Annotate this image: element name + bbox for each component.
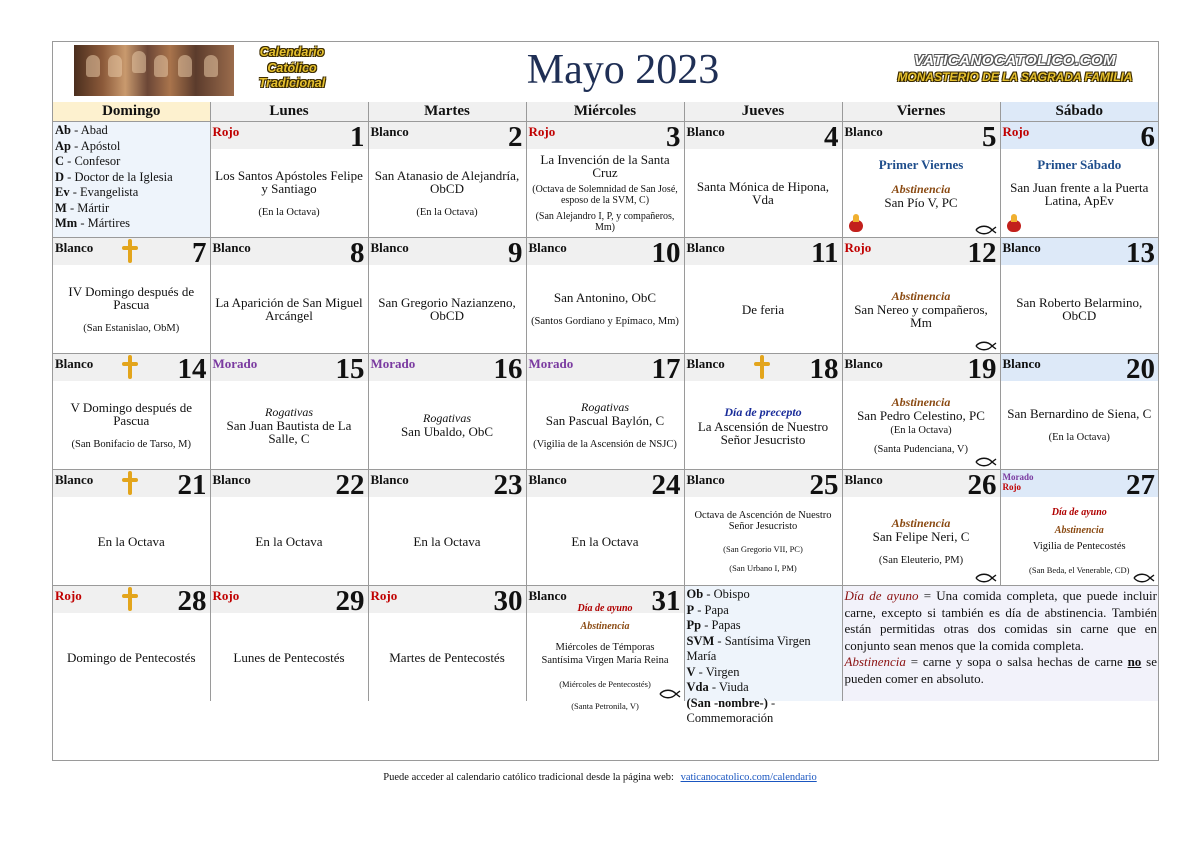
abstinence-label: Abstinencia [891, 394, 951, 409]
feast-title: La Ascensión de Nuestro Señor Jesucristo [697, 418, 829, 447]
liturgical-color: Blanco [55, 472, 94, 487]
liturgical-color: Blanco [370, 472, 409, 487]
day-cell-26 [842, 470, 1000, 586]
liturgical-color: Blanco [55, 240, 94, 255]
day-number: 31 [651, 585, 681, 617]
liturgical-color: Rojo [370, 588, 398, 603]
footer-text: Puede acceder al calendario católico tradicional desde la página web: [383, 772, 674, 783]
day-cell-12 [842, 238, 1000, 354]
day-number: 16 [493, 353, 523, 385]
day-cell-10 [526, 238, 684, 354]
feast-note: (Vigilia de la Ascensión de NSJC) [533, 438, 677, 450]
weekday-viernes: Viernes [842, 102, 1000, 122]
day-number: 3 [666, 121, 681, 153]
day-number: 7 [192, 237, 207, 269]
fast-day-label: Día de ayuno [1051, 507, 1107, 518]
feast-title: San Juan frente a la Puerta Latina, ApEv [1010, 180, 1149, 208]
abbreviation-legend: Ab - Abad Ap - Apóstol C - Confesor D - Doctor de la Iglesia Ev - Evangelista M - Mártir Mm - Mártires [53, 122, 210, 238]
liturgical-color: Blanco [1002, 356, 1041, 371]
first-friday-label: Primer Viernes [878, 157, 964, 172]
fish-icon [975, 458, 997, 466]
feast-note-2: (Santa Pudenciana, V) [874, 443, 968, 455]
feast-note: (San Bonifacio de Tarso, M) [71, 438, 191, 450]
day-number: 21 [177, 469, 207, 501]
sacred-heart-icon [1007, 214, 1021, 234]
abstinence-label: Abstinencia [891, 515, 951, 530]
liturgical-color: Blanco [528, 240, 567, 255]
calendar-link[interactable]: vaticanocatolico.com/calendario [680, 772, 817, 783]
day-cell-13 [1000, 238, 1158, 354]
feast-title: San Antonino, ObC [553, 290, 657, 305]
day-number: 28 [177, 585, 207, 617]
day-cell-8 [210, 238, 368, 354]
fish-icon [975, 226, 997, 234]
feast-title: En la Octava [413, 533, 481, 549]
holy-day-label: Día de precepto [724, 404, 802, 419]
feast-title: En la Octava [255, 533, 323, 549]
site-logo: VATICANOCATOLICO.COM MONASTERIO DE LA SAGRADA FAMILIA [897, 52, 1133, 84]
day-cell-19 [842, 354, 1000, 470]
day-cell-14 [53, 354, 210, 470]
feast-note: (En la Octava) [1048, 432, 1110, 443]
day-cell-21 [53, 470, 210, 586]
day-cell-1 [210, 122, 368, 238]
abbreviation-legend-2: Ob - Obispo P - Papa Pp - Papas SVM - Santísima Virgen María V - Virgen Vda - Viuda (San -nombre-) - Commemoración [684, 586, 842, 702]
liturgical-color: Blanco [1002, 240, 1041, 255]
feast-title: Vigilia de Pentecostés [1032, 541, 1126, 552]
feast-note: (Octava de Solemnidad de San José, esposo de la SVM, C) [532, 184, 678, 206]
feast-title: San Nereo y compañeros, Mm [854, 301, 988, 330]
rogation-label: Rogativas [423, 411, 471, 425]
feast-title: San Atanasio de Alejandría, ObCD [374, 167, 520, 196]
day-number: 6 [1140, 121, 1155, 153]
feast-title: Octava de Ascención de Nuestro Señor Jesucristo [694, 509, 832, 532]
day-number: 19 [967, 353, 997, 385]
day-cell-22 [210, 470, 368, 586]
feast-note: (En la Octava) [890, 424, 952, 436]
day-cell-2 [368, 122, 526, 238]
day-number: 17 [651, 353, 681, 385]
fish-icon [975, 342, 997, 350]
feast-note: (San Estanislao, ObM) [83, 322, 180, 334]
feast-title: San Pío V, PC [884, 195, 958, 210]
liturgical-color: Blanco [686, 124, 725, 139]
feast-note-2: (San Alejandro I, P, y compañeros, Mm) [535, 211, 675, 233]
fast-day-label: Día de ayuno [577, 603, 633, 614]
feast-title: La Aparición de San Miguel Arcángel [215, 295, 363, 323]
feast-title: IV Domingo después de Pascua [68, 283, 195, 312]
liturgical-color: Rojo [844, 240, 872, 255]
day-cell-23 [368, 470, 526, 586]
liturgical-color: Blanco [686, 240, 725, 255]
day-number: 25 [809, 469, 839, 501]
feast-note: (San Eleuterio, PM) [878, 554, 964, 566]
day-number: 15 [335, 353, 365, 385]
feast-title: En la Octava [571, 533, 639, 549]
liturgical-color: Blanco [686, 356, 725, 371]
day-cell-25 [684, 470, 842, 586]
day-cell-28 [53, 586, 210, 702]
liturgical-color: Morado [528, 356, 574, 371]
day-number: 27 [1126, 469, 1155, 501]
calendar-page [52, 41, 1159, 761]
liturgical-color: Morado [212, 356, 258, 371]
abstinence-label: Abstinencia [891, 182, 951, 196]
abstinence-label: Abstinencia [891, 288, 951, 303]
liturgical-color: Blanco [686, 472, 725, 487]
liturgical-color: Blanco [844, 124, 883, 139]
feast-title: La Invención de la Santa Cruz [540, 152, 670, 180]
liturgical-color: Blanco [212, 240, 251, 255]
feast-note: (Santos Gordiano y Epímaco, Mm) [531, 316, 679, 327]
rogation-label: Rogativas [581, 399, 629, 414]
cross-icon [122, 355, 138, 379]
feast-title: San Ubaldo, ObC [400, 424, 494, 439]
day-number: 9 [508, 237, 523, 269]
liturgical-colors: Morado Rojo [1002, 472, 1034, 492]
liturgical-color: Blanco [370, 240, 409, 255]
abstinence-label: Abstinencia [580, 621, 630, 632]
day-number: 30 [493, 585, 523, 617]
day-number: 10 [651, 237, 681, 269]
fish-icon [1133, 574, 1155, 582]
day-number: 29 [335, 585, 365, 617]
day-number: 1 [350, 121, 365, 153]
day-cell-3 [526, 122, 684, 238]
month-title: Mayo 2023 [526, 47, 720, 93]
day-cell-27 [1000, 470, 1158, 586]
day-number: 14 [177, 353, 207, 385]
liturgical-color: Blanco [528, 588, 567, 603]
liturgical-color: Blanco [370, 124, 409, 139]
day-cell-5 [842, 122, 1000, 238]
calendar-header [53, 42, 1158, 103]
day-cell-4 [684, 122, 842, 238]
feast-note: (Miércoles de Pentecostés) [559, 679, 651, 689]
fast-day-term: Día de ayuno [844, 588, 919, 603]
feast-title: San Roberto Belarmino, ObCD [1016, 295, 1143, 323]
fasting-rules-note: Día de ayuno = Una comida completa, que puede incluir carne, excepto si también es día de abstinencia. También están permitidas otras dos comidas sin carne que en conjunto sean menos que la comida completa. Abstinencia = carne y sopa o salsa hechas de carne no se pueden comer en absoluto. [842, 586, 1158, 702]
liturgical-color: Blanco [844, 356, 883, 371]
weekday-domingo: Domingo [53, 102, 210, 122]
weekday-sabado: Sábado [1000, 102, 1158, 122]
calendar-logo-text: Calendario Católico Tradicional [258, 45, 326, 90]
cross-icon [122, 587, 138, 611]
liturgical-color: Blanco [844, 472, 883, 487]
feast-title: San Felipe Neri, C [872, 528, 970, 544]
feast-title: V Domingo después de Pascua [70, 399, 192, 428]
day-cell-7 [53, 238, 210, 354]
feast-note-2: (Santa Petronila, V) [571, 701, 639, 711]
day-cell-20 [1000, 354, 1158, 470]
feast-title: San Bernardino de Siena, C [1007, 406, 1152, 421]
day-cell-29 [210, 586, 368, 702]
fish-icon [975, 574, 997, 582]
weekday-jueves: Jueves [684, 102, 842, 122]
feast-title: San Pascual Baylón, C [545, 412, 665, 428]
day-cell-16 [368, 354, 526, 470]
day-number: 13 [1126, 237, 1155, 269]
liturgical-color: Blanco [528, 472, 567, 487]
liturgical-color: Rojo [212, 588, 240, 603]
feast-title: Lunes de Pentecostés [233, 649, 345, 665]
day-cell-9 [368, 238, 526, 354]
feast-note: (San Beda, el Venerable, CD) [1029, 565, 1130, 575]
sacred-heart-icon [849, 214, 863, 234]
abstinence-label: Abstinencia [1054, 525, 1104, 536]
first-saturday-label: Primer Sábado [1037, 157, 1122, 172]
liturgical-color: Rojo [528, 124, 556, 139]
feast-title: Domingo de Pentecostés [66, 649, 196, 665]
day-cell-24 [526, 470, 684, 586]
day-number: 26 [967, 469, 997, 501]
footer [0, 772, 1200, 783]
last-supper-painting [74, 45, 234, 96]
feast-title: Los Santos Apóstoles Felipe y Santiago [215, 167, 363, 196]
weekday-miercoles: Miércoles [526, 102, 684, 122]
feast-note-2: (San Urbano I, PM) [729, 562, 797, 573]
weekday-lunes: Lunes [210, 102, 368, 122]
day-number: 11 [811, 237, 839, 269]
feast-title: Martes de Pentecostés [389, 649, 505, 665]
day-cell-18 [684, 354, 842, 470]
cross-icon [754, 355, 770, 379]
day-number: 12 [967, 237, 997, 269]
day-number: 8 [350, 237, 365, 269]
weekday-martes: Martes [368, 102, 526, 122]
calendar-grid [53, 102, 1158, 725]
day-cell-15 [210, 354, 368, 470]
day-cell-6 [1000, 122, 1158, 238]
day-number: 24 [651, 469, 681, 501]
day-number: 5 [982, 121, 997, 153]
feast-title: San Pedro Celestino, PC [857, 407, 985, 423]
day-cell-11 [684, 238, 842, 354]
day-number: 4 [824, 121, 839, 153]
feast-title: Miércoles de Témporas Santísima Virgen María Reina [541, 642, 669, 666]
feast-title: Santa Mónica de Hipona, Vda [696, 179, 830, 207]
day-number: 2 [508, 121, 523, 153]
liturgical-color: Morado [370, 356, 416, 371]
day-cell-30 [368, 586, 526, 702]
liturgical-color: Rojo [1002, 124, 1030, 139]
day-number: 18 [809, 353, 839, 385]
liturgical-color: Rojo [55, 588, 82, 603]
day-cell-31 [526, 585, 684, 711]
liturgical-color: Blanco [55, 356, 94, 371]
rogation-label: Rogativas [265, 404, 313, 419]
cross-icon [122, 239, 138, 263]
day-cell-17 [526, 354, 684, 470]
day-number: 20 [1126, 353, 1155, 385]
fish-icon [659, 690, 681, 698]
feast-note: (San Gregorio VII, PC) [723, 543, 803, 554]
day-number: 22 [335, 469, 365, 501]
feast-note: (En la Octava) [416, 206, 478, 218]
feast-title: San Juan Bautista de La Salle, C [226, 417, 352, 446]
feast-note: (En la Octava) [258, 206, 320, 218]
day-number: 23 [493, 469, 523, 501]
feast-title: En la Octava [97, 533, 165, 549]
abstinence-term: Abstinencia [844, 654, 906, 669]
liturgical-color: Blanco [212, 472, 251, 487]
cross-icon [122, 471, 138, 495]
feast-title: San Gregorio Nazianzeno, ObCD [378, 295, 516, 323]
liturgical-color: Rojo [212, 124, 240, 139]
feast-title: De feria [741, 301, 785, 317]
